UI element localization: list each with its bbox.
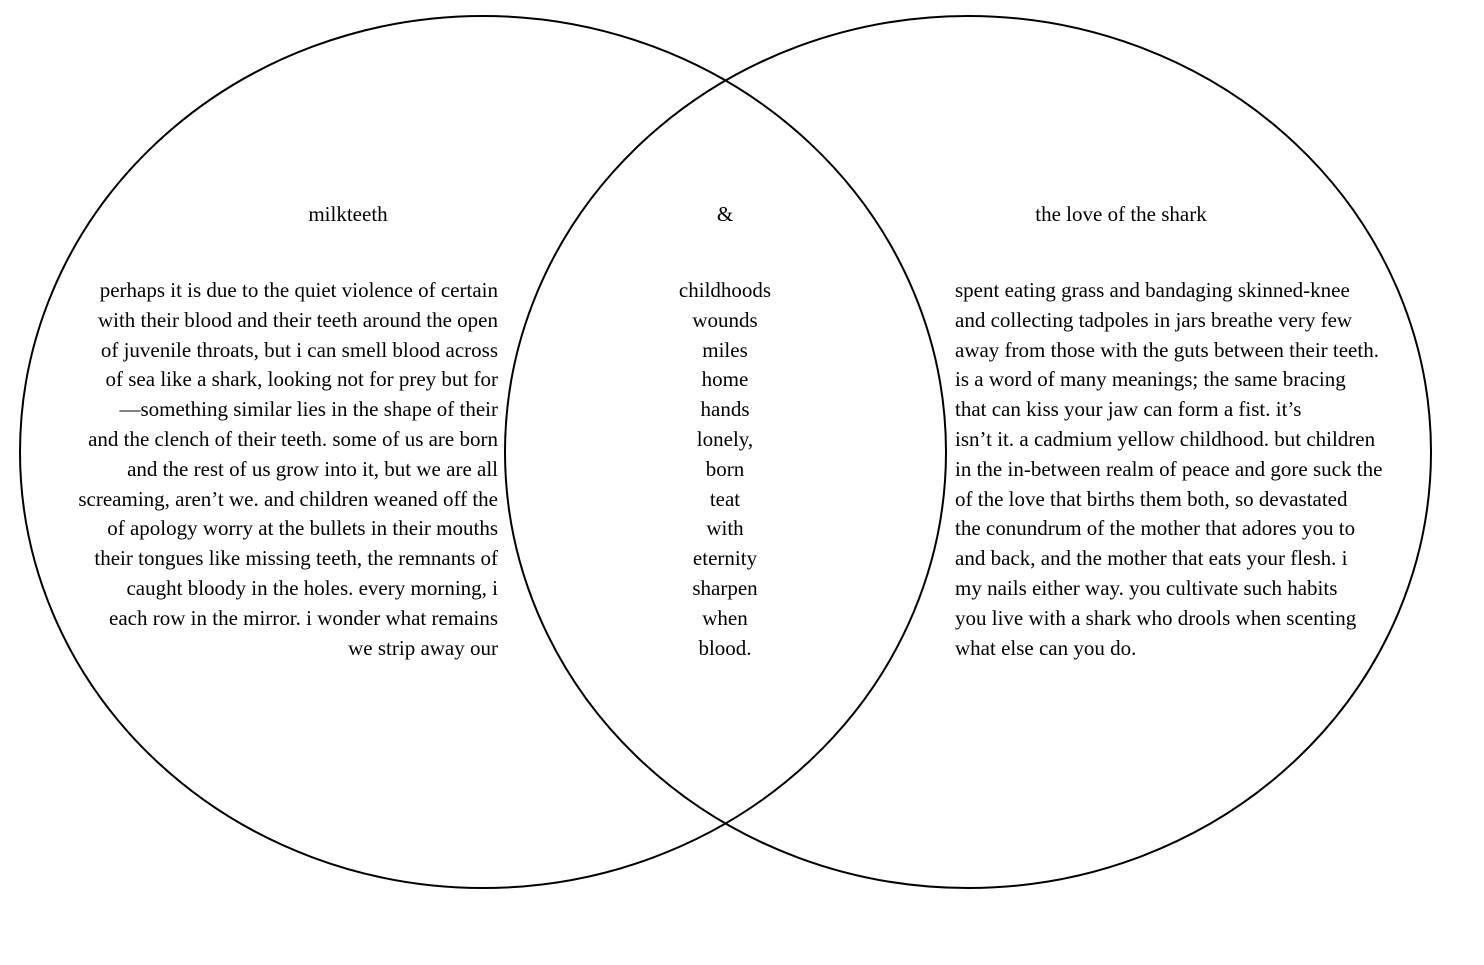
intersection-word: when [702,605,748,630]
intersection-word: hands [700,397,750,422]
poem-line: and back, and the mother that eats your flesh. i [955,546,1348,571]
poem-line: away from those with the guts between their teeth. [955,337,1379,362]
poem-line: in the in-between realm of peace and gore suck the [955,456,1383,481]
left-poem-column [78,276,498,663]
poem-line: what else can you do. [955,635,1137,660]
intersection-word: sharpen [692,575,758,600]
poem-line: and the clench of their teeth. some of us are born [88,426,498,451]
intersection-word: miles [702,337,748,362]
intersection-word: lonely, [696,426,754,451]
poem-line: of sea like a shark, looking not for prey but for [105,367,498,392]
intersection-word: born [705,456,745,481]
poem-line: —something similar lies in the shape of their [119,397,498,422]
intersection-word-column [679,276,771,663]
poem-line: of apology worry at the bullets in their mouths [107,516,498,541]
intersection-word: home [701,367,749,392]
poem-line: that can kiss your jaw can form a fist. it’s [955,397,1302,422]
poem-line: caught bloody in the holes. every morning, i [126,575,498,600]
poem-line: isn’t it. a cadmium yellow childhood. but children [955,426,1376,451]
poem-line: and the rest of us grow into it, but we are all [127,456,498,481]
poem-line: is a word of many meanings; the same bracing [955,367,1346,392]
poem-line: the conundrum of the mother that adores you to [955,516,1356,541]
intersection-word: teat [709,486,741,511]
intersection-word: childhoods [678,278,772,302]
poem-line: my nails either way. you cultivate such habits [955,575,1338,600]
intersection-word: eternity [692,546,758,571]
intersection-word: with [706,516,744,541]
poem-line: perhaps it is due to the quiet violence of certain [99,278,498,302]
intersection-title: & [716,202,734,226]
left-circle-title: milkteeth [308,202,388,226]
poem-line: and collecting tadpoles in jars breathe very few [955,307,1353,332]
right-circle-title: the love of the shark [1035,202,1207,226]
intersection-word: wounds [692,307,758,332]
poem-line: their tongues like missing teeth, the remnants of [94,546,498,571]
right-poem-column [955,276,1382,663]
poem-line: we strip away our [348,635,498,660]
poem-line: screaming, aren’t we. and children weaned off the [78,486,498,511]
intersection-word: blood. [698,635,752,660]
poem-line: spent eating grass and bandaging skinned-knee [955,278,1350,302]
poem-line: with their blood and their teeth around the open [97,307,498,332]
poem-line: you live with a shark who drools when scenting [955,605,1357,630]
poem-line: each row in the mirror. i wonder what remains [109,605,498,630]
poem-line: of juvenile throats, but i can smell blood across [100,337,498,362]
poem-line: of the love that births them both, so devastated [955,486,1348,511]
